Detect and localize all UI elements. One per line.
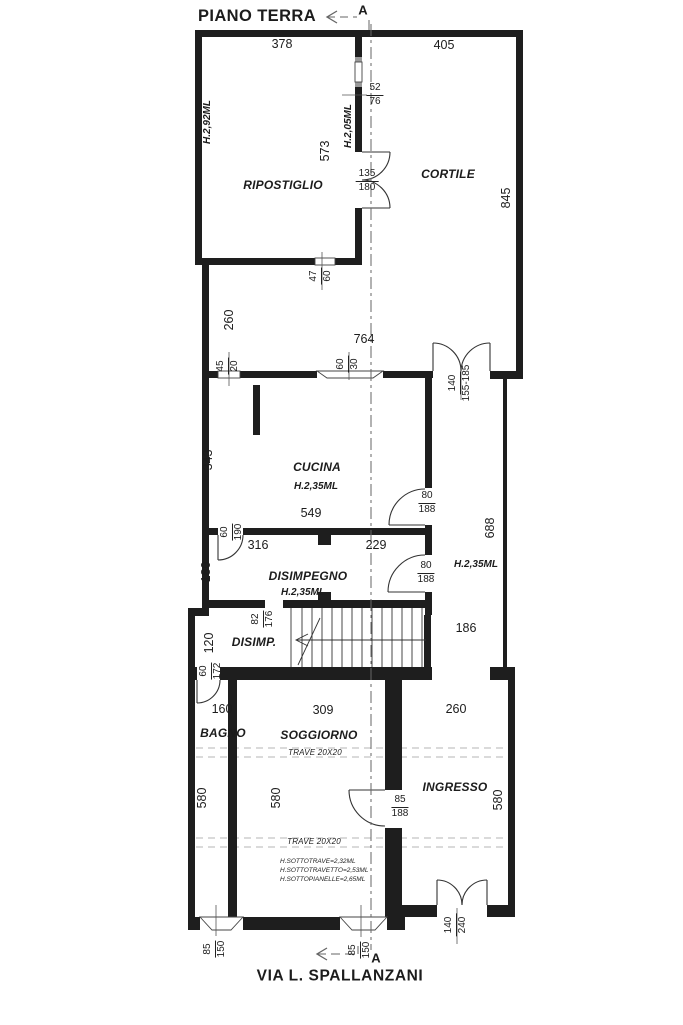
dim-door-disimpegno-den: 188	[417, 573, 435, 585]
dim-door-cucina-num: 80	[418, 491, 435, 504]
dim-disimpegno-width-2: 229	[365, 537, 387, 552]
dim-cortile-depth: 845	[498, 187, 513, 209]
dim-door-disimpegno-num: 80	[417, 561, 434, 574]
dim-door-cucina	[418, 491, 435, 515]
dim-door-ripostiglio-cortile-den: 180	[358, 181, 376, 193]
beam-label-1: TRAVE 20X20	[288, 748, 342, 757]
plan-title: PIANO TERRA	[197, 6, 317, 25]
dim-window-60-30-den: 30	[348, 358, 360, 370]
ceiling-heights-note	[280, 857, 368, 884]
dim-window-soggiorno-den: 150	[360, 941, 372, 959]
dim-door-soggiorno	[391, 795, 408, 819]
dim-door-82-176-den: 176	[263, 610, 275, 628]
height-corridor: H.2,35ML	[454, 559, 498, 570]
dim-ripostiglio-depth: 573	[317, 140, 332, 162]
dim-ripostiglio-width: 378	[271, 36, 293, 51]
street-label: VIA L. SPALLANZANI	[256, 967, 424, 985]
dim-door-ripostiglio-cortile-num: 135	[356, 169, 379, 182]
ceiling-note-line3: H.SOTTOPIANELLE=2,65ML	[280, 876, 366, 883]
dim-door-60-172-num: 60	[199, 662, 212, 679]
dim-cortile-width: 405	[433, 37, 455, 52]
dim-disimpegno-depth: 180	[198, 561, 213, 583]
dim-soggiorno-width: 309	[312, 702, 334, 717]
dim-disimp2-depth: 120	[201, 632, 216, 654]
height-cucina: H.2,35ML	[294, 481, 338, 492]
room-ripostiglio: RIPOSTIGLIO	[243, 178, 323, 192]
dim-door-cortile-corridoio	[448, 365, 472, 402]
dim-corridor-width: 186	[455, 620, 477, 635]
dim-door-cucina-den: 188	[418, 503, 436, 515]
window-jamb	[355, 57, 362, 62]
dim-door-60-190	[220, 523, 244, 540]
dim-cucina-depth: 343	[200, 449, 215, 471]
height-disimpegno: H.2,35ML	[281, 587, 325, 598]
door-bagno	[197, 680, 220, 703]
beam-lines	[196, 748, 506, 847]
dim-door-soggiorno-num: 85	[391, 795, 408, 808]
section-letter-bottom: A	[371, 950, 381, 966]
dim-disimpegno-width-1: 316	[247, 537, 269, 552]
ceiling-note-line1: H.SOTTOTRAVE=2,32ML	[280, 858, 356, 865]
room-soggiorno: SOGGIORNO	[280, 728, 358, 742]
room-ingresso: INGRESSO	[422, 780, 488, 794]
dim-door-60-172-den: 172	[211, 662, 223, 680]
dim-door-82-176	[251, 610, 275, 627]
dim-window-bagno	[203, 940, 227, 957]
window-soggiorno	[340, 917, 387, 930]
dim-door-disimpegno	[417, 561, 434, 585]
dim-window-60-30-num: 60	[336, 355, 349, 372]
dim-window-soggiorno-num: 85	[348, 941, 361, 958]
dim-bagno-width: 160	[211, 701, 233, 716]
dim-total-width: 764	[353, 331, 375, 346]
stair-break-line	[298, 618, 320, 665]
dim-corridor-depth: 688	[482, 517, 497, 539]
section-letter-top: A	[358, 2, 368, 18]
room-cortile: CORTILE	[421, 167, 475, 181]
dim-door-cortile-corridoio-num: 140	[448, 372, 461, 395]
room-bagno: BAGNO	[200, 726, 246, 740]
dim-window-ripostiglio-num: 52	[366, 83, 383, 96]
dim-window-ripostiglio	[366, 83, 383, 107]
dim-ingresso-depth: 580	[490, 789, 505, 811]
dimension-leaders	[216, 95, 461, 944]
window-47-60	[315, 258, 335, 265]
room-cucina: CUCINA	[293, 460, 341, 474]
dim-soggiorno-depth: 580	[268, 787, 283, 809]
dim-window-47-60-den: 60	[321, 270, 333, 282]
dim-window-47-60	[309, 267, 333, 284]
room-disimpegno: DISIMPEGNO	[268, 569, 348, 583]
height-ripostiglio-wall: H.2,05ML	[343, 104, 354, 148]
dim-window-bagno-den: 150	[215, 940, 227, 958]
dim-window-soggiorno	[348, 941, 372, 958]
door-soggiorno-ingresso	[349, 790, 385, 826]
door-entrance	[437, 880, 487, 905]
dim-door-ripostiglio-cortile	[356, 169, 379, 193]
ceiling-note-line2: H.SOTTOTRAVETTO=2,53ML	[280, 867, 369, 874]
dim-window-bagno-num: 85	[203, 940, 216, 957]
dim-entrance-door-den: 240	[456, 916, 468, 934]
dim-ingresso-width: 260	[445, 701, 467, 716]
window-ripostiglio-cortile	[355, 62, 362, 82]
dim-door-82-176-num: 82	[251, 610, 264, 627]
walls	[188, 30, 523, 930]
dim-door-60-172	[199, 662, 223, 679]
dim-bagno-depth: 580	[194, 787, 209, 809]
dim-door-soggiorno-den: 188	[391, 807, 409, 819]
dim-window-45-20-den: 20	[228, 360, 240, 372]
dim-cucina-width: 549	[300, 505, 322, 520]
dim-window-ripostiglio-den: 76	[369, 95, 381, 107]
dim-window-45-20	[216, 357, 240, 374]
dim-window-60-30	[336, 355, 360, 372]
dim-door-cortile-corridoio-den: 155-185	[460, 364, 472, 402]
height-ripostiglio: H.2,92ML	[202, 100, 213, 144]
dim-door-60-190-den: 190	[232, 523, 244, 541]
window-bagno	[200, 917, 243, 930]
window-jamb	[355, 82, 362, 87]
dim-entrance-door-num: 140	[444, 914, 457, 937]
room-disimp2: DISIMP.	[231, 635, 277, 649]
stairs	[291, 608, 426, 667]
dim-window-45-20-num: 45	[216, 357, 229, 374]
dim-door-60-190-num: 60	[220, 523, 233, 540]
dim-entrance-door	[444, 914, 468, 937]
beam-label-2: TRAVE 20X20	[287, 837, 341, 846]
dim-cortile-left: 260	[221, 309, 236, 331]
dim-window-47-60-num: 47	[309, 267, 322, 284]
